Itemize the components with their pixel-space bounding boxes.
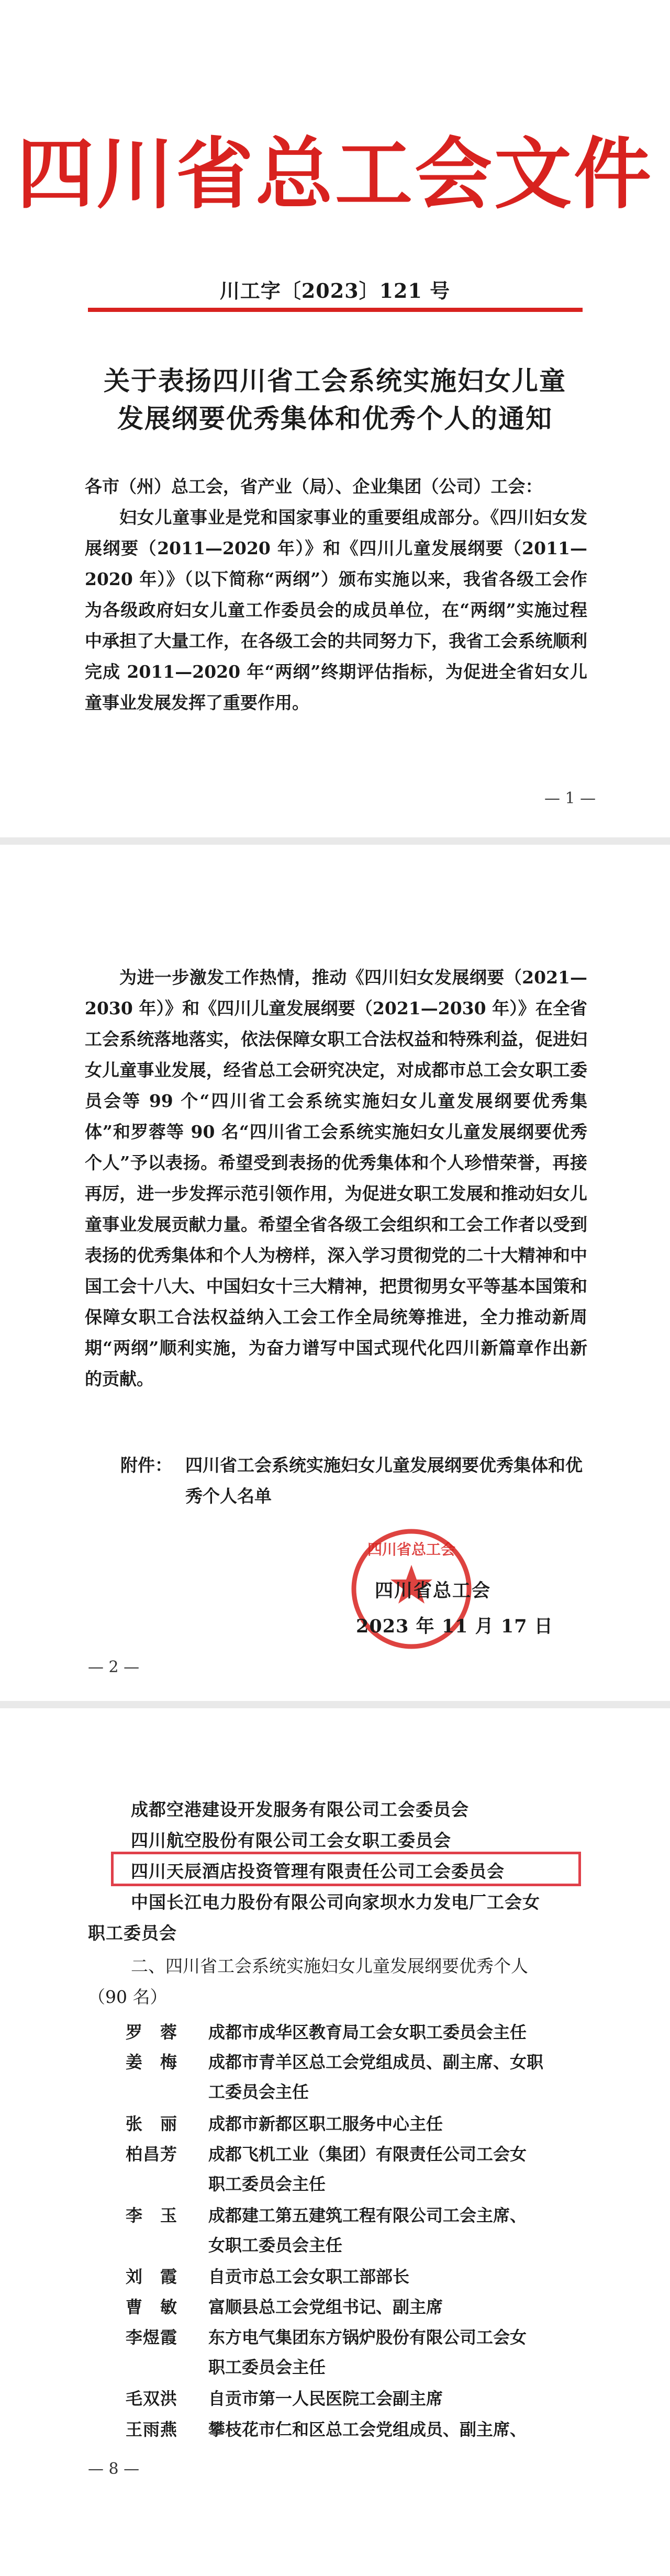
page-number-2: — 2 —: [88, 1658, 140, 1676]
page-separator: [0, 837, 670, 845]
document-header-title: 四川省总工会文件: [17, 128, 653, 219]
person-title: 成都建工第五建筑工程有限公司工会主席、: [208, 2205, 527, 2225]
person-name: 李煜霞: [126, 2327, 178, 2347]
person-name: 柏昌芳: [126, 2144, 178, 2164]
person-name: 罗 蓉: [126, 2022, 178, 2042]
section-2-heading-line2: （90 名）: [88, 1987, 168, 2007]
person-name: 李 玉: [126, 2205, 178, 2225]
org-list-item: 成都空港建设开发服务有限公司工会委员会: [131, 1799, 469, 1820]
person-name: 刘 霞: [126, 2267, 178, 2287]
paragraph-1: 妇女儿童事业是党和国家事业的重要组成部分。《四川妇女发展纲要（2011—2020 年）》和《四川儿童发展纲要（2011—2020 年）》（以下简称“两纲”）颁布实施以来，我省各级工会作为各级政府妇女儿童工作委员会的成员单位，在“两纲”实施过程中承担了大量工作，在各级工会的共同努力下，我省工会系统顺利完成 2011—2020 年“两纲”终期评估指标，为促进全省妇女儿童事业发展发挥了重要作用。: [85, 507, 587, 713]
page-separator: [0, 1701, 670, 1708]
person-title: 自贡市总工会女职工部部长: [208, 2267, 410, 2287]
person-title-continued: 职工委员会主任: [208, 2357, 326, 2377]
attachment-label: 附件：: [120, 1455, 172, 1475]
org-list-item-continued: 职工委员会: [88, 1923, 177, 1943]
person-title: 富顺县总工会党组书记、副主席: [208, 2297, 443, 2317]
person-name: 王雨燕: [126, 2420, 178, 2439]
person-title: 成都飞机工业（集团）有限责任公司工会女: [208, 2144, 527, 2164]
red-divider-line: [88, 308, 583, 312]
person-name: 曹 敏: [126, 2297, 178, 2317]
page-number-1: — 1 —: [544, 789, 596, 808]
person-name: 张 丽: [126, 2114, 178, 2134]
org-list-item: 中国长江电力股份有限公司向家坝水力发电厂工会女: [131, 1892, 540, 1912]
attachment-text: 四川省工会系统实施妇女儿童发展纲要优秀集体和优秀个人名单: [185, 1455, 583, 1506]
signature-organization: 四川省总工会: [375, 1580, 492, 1601]
person-title-continued: 工委员会主任: [208, 2082, 309, 2102]
paragraph-2: 为进一步激发工作热情，推动《四川妇女发展纲要（2021—2030 年）》和《四川儿童发展纲要（2021—2030 年）》在全省工会系统落地落实，依法保障女职工合法权益和特殊利益，促进妇女儿童事业发展，经省总工会研究决定，对成都市总工会女职工委员会等 99 个“四川省工会系统实施妇女儿童发展纲要优秀集体”和罗蓉等 90 名“四川省工会系统实施妇女儿童发展纲要优秀个人”予以表扬。希望受到表扬的优秀集体和个人珍惜荣誉，再接再厉，进一步发挥示范引领作用，为促进女职工发展和推动妇女儿童事业发展贡献力量。希望全省各级工会组织和工会工作者以受到表扬的优秀集体和个人为榜样，深入学习贯彻党的二十大精神和中国工会十八大、中国妇女十三大精神，把贯彻男女平等基本国策和保障女职工合法权益纳入工会工作全局统筹推进，全力推动新周期“两纲”顺利实施，为奋力谱写中国式现代化四川新篇章作出新的贡献。: [85, 967, 587, 1389]
person-title-continued: 女职工委员会主任: [208, 2235, 343, 2255]
person-title: 攀枝花市仁和区总工会党组成员、副主席、: [208, 2420, 527, 2439]
person-title: 自贡市第一人民医院工会副主席: [208, 2389, 443, 2409]
person-title: 东方电气集团东方锅炉股份有限公司工会女: [208, 2327, 527, 2347]
highlight-box: [111, 1852, 581, 1886]
salutation: 各市（州）总工会，省产业（局）、企业集团（公司）工会：: [85, 476, 543, 497]
person-name: 姜 梅: [126, 2052, 178, 2072]
page-number-8: — 8 —: [88, 2460, 140, 2478]
notice-title-line1: 关于表扬四川省工会系统实施妇女儿童: [104, 365, 566, 396]
person-name: 毛双洪: [126, 2389, 178, 2409]
document-number: 川工字〔2023〕121 号: [219, 279, 451, 303]
person-title: 成都市新都区职工服务中心主任: [208, 2114, 443, 2134]
notice-title-line2: 发展纲要优秀集体和优秀个人的通知: [117, 403, 553, 434]
org-list-item-highlighted: 四川天辰酒店投资管理有限责任公司工会委员会: [131, 1861, 505, 1881]
person-title: 成都市青羊区总工会党组成员、副主席、女职: [208, 2052, 544, 2072]
seal-text: 四川省总工会: [367, 1541, 456, 1558]
person-title: 成都市成华区教育局工会女职工委员会主任: [208, 2022, 527, 2042]
signature-date: 2023 年 11 月 17 日: [356, 1616, 553, 1637]
org-list-item: 四川航空股份有限公司工会女职工委员会: [131, 1830, 451, 1851]
section-2-heading-line1: 二、四川省工会系统实施妇女儿童发展纲要优秀个人: [131, 1956, 528, 1976]
person-title-continued: 职工委员会主任: [208, 2174, 326, 2194]
